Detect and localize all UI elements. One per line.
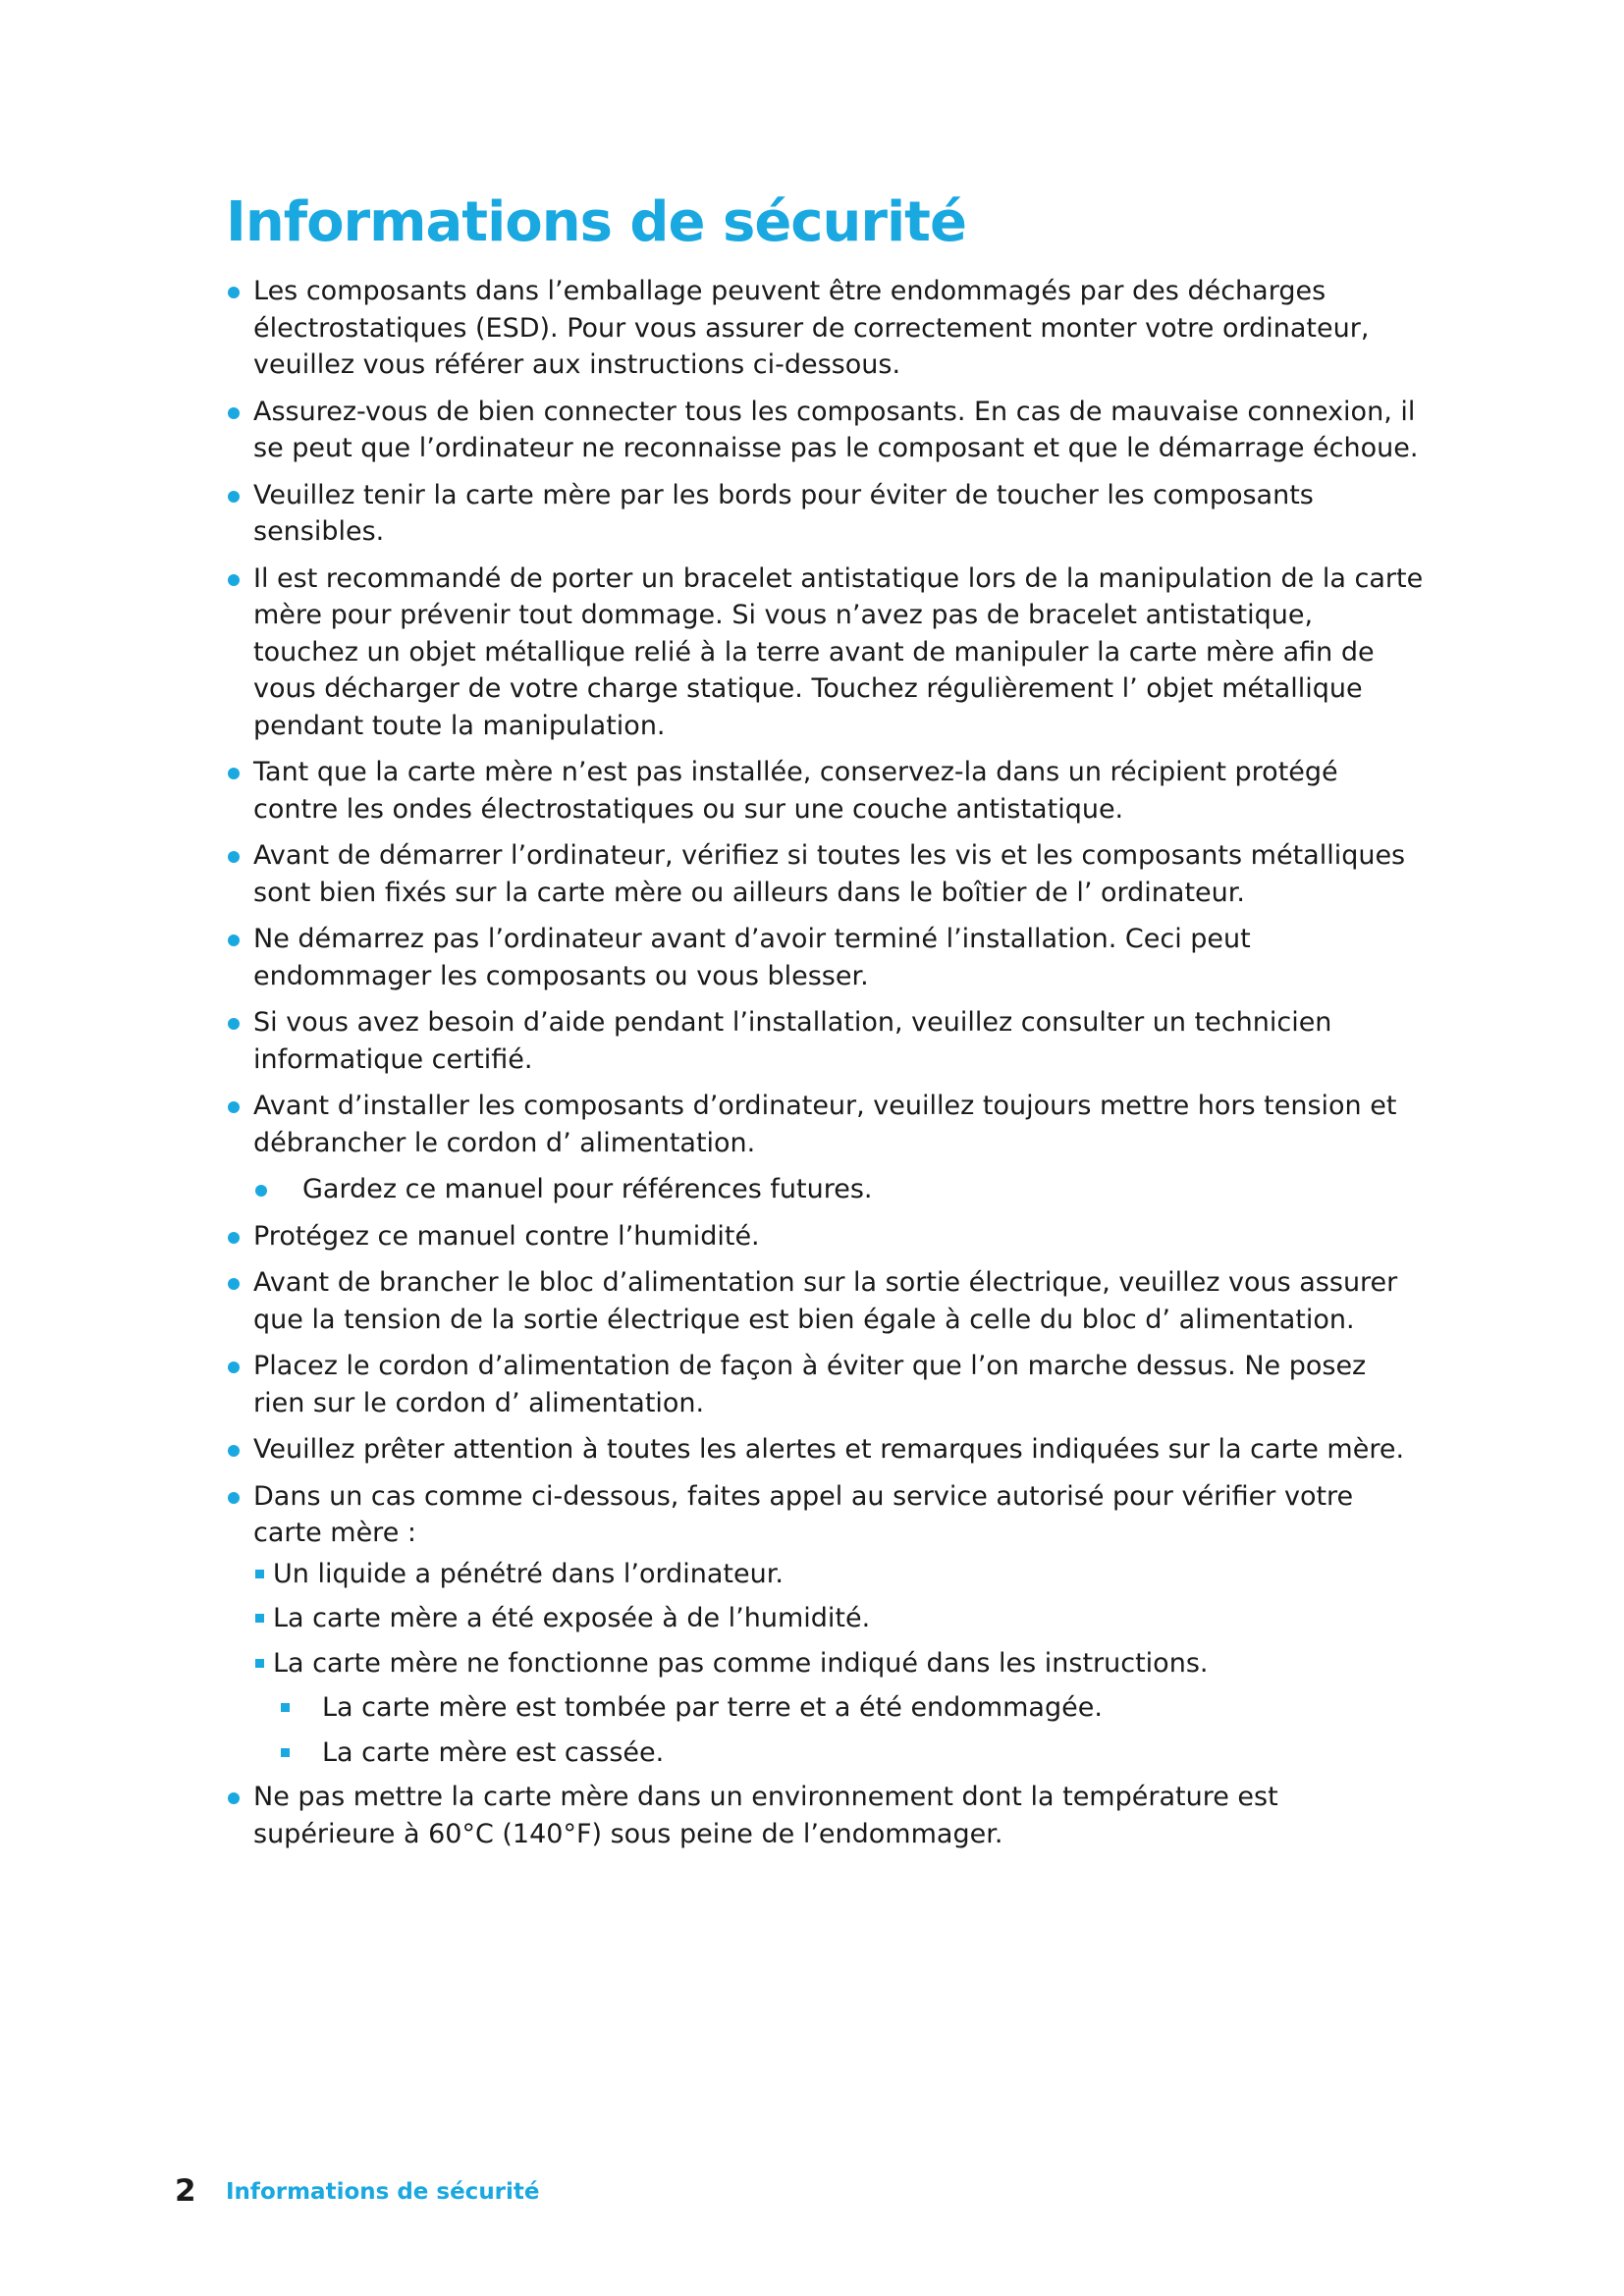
- list-item-text: Ne pas mettre la carte mère dans un environnement dont la température est supérieure à 60°C (140°F) sous peine de l’endommager.: [253, 1782, 1278, 1849]
- list-item-text: Tant que la carte mère n’est pas installée, conservez-la dans un récipient protégé contre les ondes électrostatiques ou sur une couche antistatique.: [253, 757, 1338, 825]
- bullet-icon: [228, 934, 240, 946]
- square-bullet-icon: [255, 1614, 264, 1623]
- list-item-text: Il est recommandé de porter un bracelet antistatique lors de la manipulation de la carte mère pour prévenir tout dommage. Si vous n’avez pas de bracelet antistatique, touchez un objet métallique relié à la terre avant de manipuler la carte mère afin de vous décharger de votre charge statique. Touchez régulièrement l’ objet métallique pendant toute la manipulation.: [253, 562, 1424, 741]
- list-item-text: Veuillez tenir la carte mère par les bords pour éviter de toucher les composants sensibles.: [253, 479, 1314, 547]
- list-item: [226, 1348, 1424, 1421]
- square-bullet-icon: [255, 1659, 264, 1668]
- list-item: [226, 1171, 1424, 1208]
- list-item-text: Les composants dans l’emballage peuvent être endommagés par des décharges électrostatiques (ESD). Pour vous assurer de correctement monter votre ordinateur, veuillez vous référer aux instructions ci-dessous.: [253, 276, 1370, 380]
- footer-section-title: Informations de sécurité: [226, 2179, 540, 2205]
- list-item-text: Ne démarrez pas l’ordinateur avant d’avoir terminé l’installation. Ceci peut endommager les composants ou vous blesser.: [253, 924, 1251, 991]
- list-item: [226, 273, 1424, 384]
- list-item-text: Dans un cas comme ci-dessous, faites appel au service autorisé pour vérifier votre carte mère :: [253, 1480, 1354, 1548]
- page-number: 2: [175, 2173, 196, 2209]
- list-item: [226, 1779, 1424, 1852]
- square-bullet-icon: [281, 1703, 290, 1712]
- list-item: [226, 1431, 1424, 1468]
- sub-list-item: [226, 1735, 1424, 1772]
- bullet-icon: [228, 1232, 240, 1244]
- bullet-icon: [228, 1101, 240, 1113]
- bullet-icon: [228, 1792, 240, 1804]
- square-bullet-icon: [281, 1748, 290, 1757]
- list-item: [226, 1088, 1424, 1161]
- sub-list-item: [226, 1645, 1424, 1682]
- bullet-icon: [255, 1185, 267, 1197]
- list-item-text: Avant de brancher le bloc d’alimentation sur la sortie électrique, veuillez vous assurer que la tension de la sortie électrique est bien égale à celle du bloc d’ alimentation.: [253, 1267, 1398, 1335]
- page-title: Informations de sécurité: [226, 190, 966, 254]
- list-item-text: Placez le cordon d’alimentation de façon à éviter que l’on marche dessus. Ne posez rien sur le cordon d’ alimentation.: [253, 1351, 1367, 1418]
- bullet-icon: [228, 851, 240, 863]
- sub-list-item: [226, 1556, 1424, 1593]
- bullet-icon: [228, 768, 240, 779]
- list-item: [226, 837, 1424, 911]
- list-item: [226, 1478, 1424, 1552]
- list-item-text: Gardez ce manuel pour références futures.: [302, 1174, 873, 1204]
- bullet-icon: [228, 1445, 240, 1457]
- sub-list-item-text: Un liquide a pénétré dans l’ordinateur.: [273, 1558, 784, 1589]
- bullet-icon: [228, 287, 240, 298]
- list-item-text: Assurez-vous de bien connecter tous les composants. En cas de mauvaise connexion, il se peut que l’ordinateur ne reconnaisse pas le composant et que le démarrage échoue.: [253, 396, 1419, 463]
- bullet-icon: [228, 407, 240, 419]
- sub-list-item: [226, 1600, 1424, 1637]
- list-item: [226, 561, 1424, 745]
- list-item-text: Si vous avez besoin d’aide pendant l’installation, veuillez consulter un technicien informatique certifié.: [253, 1007, 1332, 1075]
- list-item: [226, 1004, 1424, 1078]
- list-item: [226, 754, 1424, 828]
- sub-list-item-text: La carte mère a été exposée à de l’humidité.: [273, 1603, 871, 1633]
- bullet-icon: [228, 1278, 240, 1290]
- sub-list-item: [226, 1689, 1424, 1727]
- list-item-text: Veuillez prêter attention à toutes les alertes et remarques indiquées sur la carte mère.: [253, 1434, 1405, 1465]
- bullet-icon: [228, 1018, 240, 1030]
- list-item-text: Avant de démarrer l’ordinateur, vérifiez si toutes les vis et les composants métalliques sont bien fixés sur la carte mère ou ailleurs dans le boîtier de l’ ordinateur.: [253, 840, 1406, 908]
- bullet-icon: [228, 574, 240, 586]
- bullet-icon: [228, 1362, 240, 1373]
- list-item: [226, 921, 1424, 994]
- sub-list-item-text: La carte mère ne fonctionne pas comme indiqué dans les instructions.: [273, 1647, 1209, 1679]
- square-bullet-icon: [255, 1570, 264, 1578]
- sub-list-item-text: La carte mère est tombée par terre et a été endommagée.: [322, 1692, 1103, 1723]
- sub-list-item-text: La carte mère est cassée.: [322, 1736, 665, 1768]
- list-item: [226, 394, 1424, 467]
- bullet-icon: [228, 491, 240, 503]
- bullet-icon: [228, 1492, 240, 1504]
- list-item-text: Avant d’installer les composants d’ordinateur, veuillez toujours mettre hors tension et débrancher le cordon d’ alimentation.: [253, 1091, 1397, 1158]
- list-item: [226, 1218, 1424, 1255]
- list-item: [226, 477, 1424, 551]
- list-item-text: Protégez ce manuel contre l’humidité.: [253, 1220, 760, 1252]
- safety-list: [226, 273, 1424, 1862]
- list-item: [226, 1264, 1424, 1338]
